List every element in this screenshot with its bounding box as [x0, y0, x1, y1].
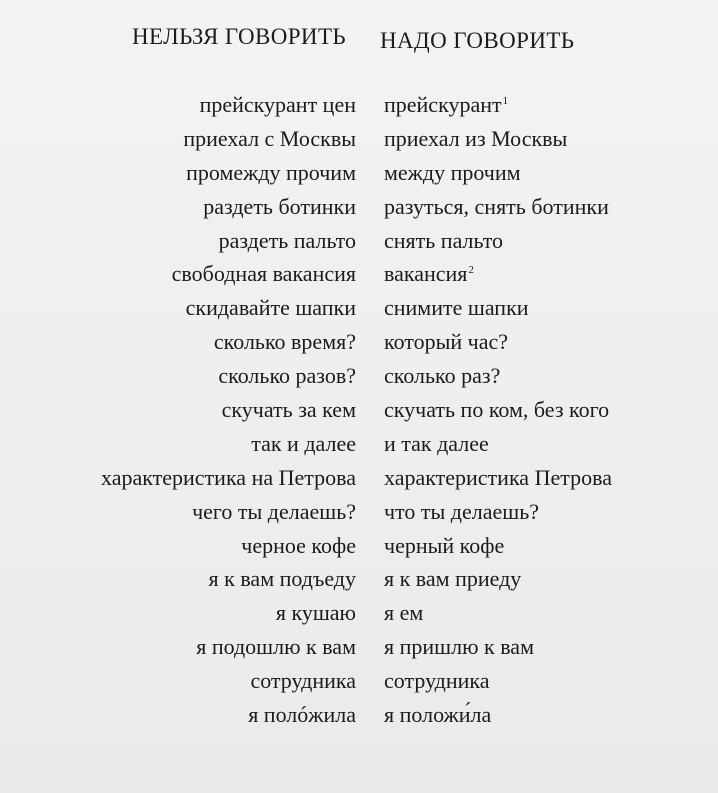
correct-phrase-cell: [384, 596, 423, 630]
correct-phrase-cell: [384, 122, 567, 156]
correct-phrase-cell: [384, 461, 612, 495]
correct-phrase-cell: [384, 88, 508, 122]
correct-phrase-cell: [384, 664, 490, 698]
table-row: [0, 698, 718, 732]
correct-phrase-cell: [384, 359, 500, 393]
correct-phrase-cell: [384, 393, 609, 427]
footnote-marker: 2: [468, 264, 474, 277]
incorrect-phrase: скучать за кем: [221, 397, 356, 423]
correct-phrase: приехал из Москвы: [384, 125, 568, 151]
correct-phrase: я ем: [384, 600, 424, 626]
correct-phrase: вакансия: [384, 261, 468, 287]
correct-phrase-cell: [384, 427, 489, 461]
correct-phrase: между прочим: [384, 159, 521, 185]
correct-phrase-cell: [384, 291, 529, 325]
correct-phrase: и так далее: [384, 430, 489, 456]
incorrect-phrase: я к вам подъеду: [208, 566, 356, 592]
correct-phrase: я к вам приеду: [384, 566, 522, 592]
table-row: [0, 562, 718, 596]
table-row: [0, 596, 718, 630]
table-row: [0, 359, 718, 393]
table-row: [0, 461, 718, 495]
table-row: [0, 529, 718, 563]
table-row: [0, 630, 718, 664]
table-row: [0, 393, 718, 427]
incorrect-phrase: так и далее: [251, 430, 356, 456]
table-row: [0, 257, 718, 291]
table-row: [0, 664, 718, 698]
table-row: [0, 190, 718, 224]
correct-phrase: я положи́ла: [384, 702, 492, 728]
table-header: [0, 24, 718, 58]
wrong-column-title: НЕЛЬЗЯ ГОВОРИТЬ: [132, 24, 346, 49]
correct-phrase: который час?: [384, 329, 509, 355]
correct-phrase: прейскурант: [384, 92, 502, 117]
correct-phrase: скучать по ком, без кого: [384, 397, 610, 423]
incorrect-phrase: чего ты делаешь?: [192, 498, 356, 524]
incorrect-phrase: раздеть ботинки: [203, 193, 356, 219]
incorrect-phrase: сотрудника: [250, 668, 356, 694]
incorrect-phrase: я кушаю: [275, 600, 356, 626]
incorrect-phrase: прейскурант цен: [199, 92, 356, 117]
correct-phrase: я пришлю к вам: [384, 634, 534, 660]
incorrect-phrase: я полóжила: [248, 702, 356, 728]
correct-phrase-cell: [384, 495, 539, 529]
correct-phrase: черный кофе: [384, 532, 505, 558]
incorrect-phrase: сколько разов?: [218, 363, 356, 389]
correct-phrase-cell: [384, 190, 609, 224]
table-row: [0, 224, 718, 258]
correct-phrase: разуться, снять ботинки: [384, 193, 609, 219]
table-row: [0, 291, 718, 325]
table-row: [0, 427, 718, 461]
table-row: [0, 156, 718, 190]
correct-phrase-cell: [384, 698, 491, 732]
correct-phrase-cell: [384, 224, 503, 258]
incorrect-phrase: раздеть пальто: [218, 227, 356, 253]
table-row: [0, 325, 718, 359]
incorrect-phrase: приехал с Москвы: [183, 125, 356, 151]
table-row: [0, 88, 718, 122]
table-row: [0, 122, 718, 156]
correct-phrase-cell: [384, 630, 534, 664]
incorrect-phrase: черное кофе: [241, 532, 356, 558]
correct-phrase: сколько раз?: [384, 363, 501, 389]
correct-phrase-cell: [384, 257, 474, 291]
correct-phrase-cell: [384, 562, 521, 596]
right-column-title: НАДО ГОВОРИТЬ: [380, 28, 575, 53]
usage-table: [0, 88, 718, 732]
correct-phrase: снять пальто: [384, 227, 504, 253]
correct-phrase-cell: [384, 529, 504, 563]
incorrect-phrase: скидавайте шапки: [185, 295, 356, 321]
incorrect-phrase: характеристика на Петрова: [101, 464, 356, 490]
table-row: [0, 495, 718, 529]
incorrect-phrase: сколько время?: [213, 329, 356, 355]
correct-phrase: что ты делаешь?: [384, 498, 539, 524]
incorrect-phrase: свободная вакансия: [171, 261, 356, 287]
correct-phrase: характеристика Петрова: [384, 464, 612, 490]
incorrect-phrase: промежду прочим: [186, 159, 356, 185]
footnote-marker: 1: [502, 95, 509, 107]
correct-phrase-cell: [384, 156, 521, 190]
correct-phrase: снимите шапки: [384, 295, 529, 321]
correct-phrase-cell: [384, 325, 508, 359]
correct-phrase: сотрудника: [384, 668, 490, 694]
incorrect-phrase: я подошлю к вам: [196, 634, 356, 660]
